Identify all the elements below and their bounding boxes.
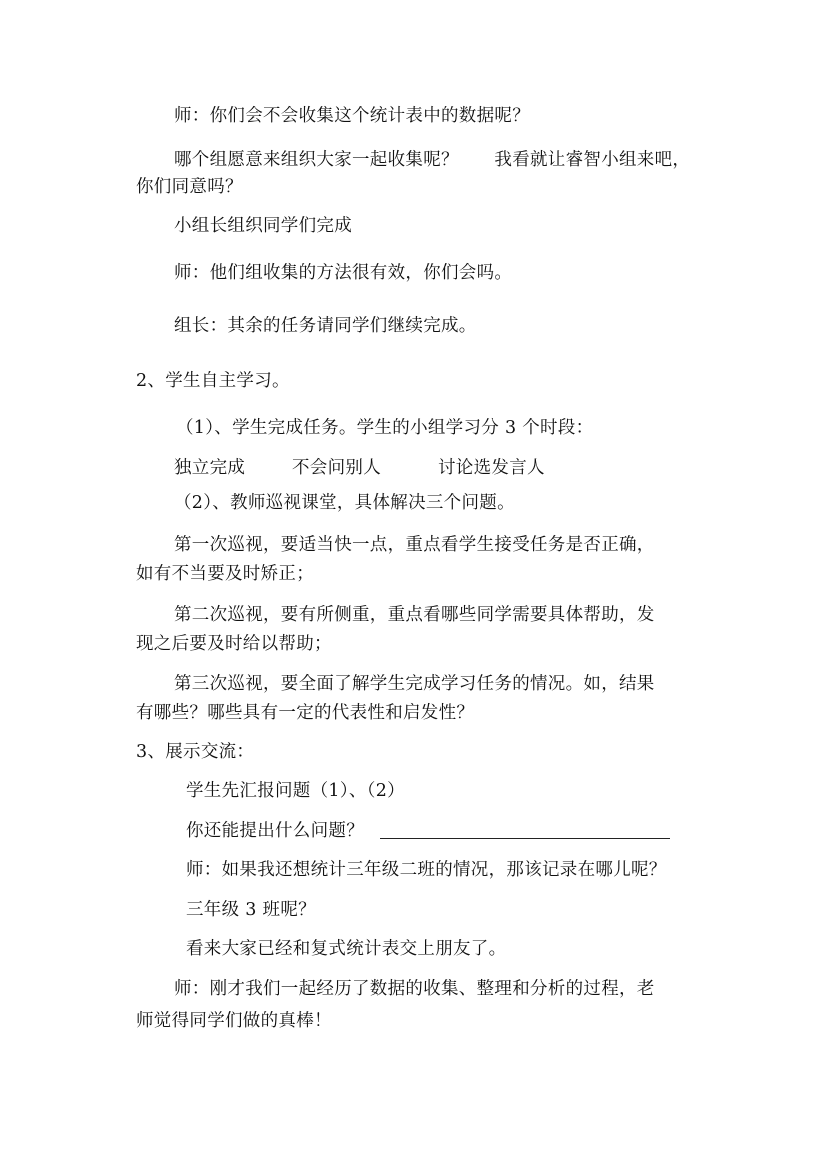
teacher-grade-two-line: 师：如果我还想统计三年级二班的情况，那该记录在哪儿呢？ [186,860,667,880]
teacher-summary-line-cont: 师觉得同学们做的真棒！ [136,1011,332,1031]
teacher-question-line: 师：你们会不会收集这个统计表中的数据呢？ [174,106,530,126]
teacher-summary-line: 师：刚才我们一起经历了数据的收集、整理和分析的过程，老 [174,979,655,999]
second-patrol-line-cont: 现之后要及时给以帮助； [136,634,332,654]
agree-question-line: 你们同意吗？ [136,177,243,197]
group-invite-line: 哪个组愿意来组织大家一起收集呢？ 我看就让睿智小组来吧， [174,150,691,170]
friends-line: 看来大家已经和复式统计表交上朋友了。 [186,939,507,959]
stage-independent: 独立完成 [174,458,246,478]
third-patrol-line-cont: 有哪些？哪些具有一定的代表性和启发性？ [136,703,475,723]
first-patrol-line: 第一次巡视，要适当快一点，重点看学生接受任务是否正确， [174,535,655,555]
stage-ask-others: 不会问别人 [292,458,381,478]
stage-discuss: 讨论选发言人 [438,458,545,478]
answer-blank-line [380,838,670,839]
task-completion-line: （1）、学生完成任务。学生的小组学习分 3 个时段： [176,418,594,438]
group-leader-line: 小组长组织同学们完成 [174,216,352,236]
first-patrol-line-cont: 如有不当要及时矫正； [136,564,314,584]
teacher-patrol-line: （2）、教师巡视课堂，具体解决三个问题。 [174,493,515,513]
student-report-line: 学生先汇报问题（1）、（2） [186,781,405,801]
leader-task-line: 组长：其余的任务请同学们继续完成。 [174,316,477,336]
teacher-method-line: 师：他们组收集的方法很有效，你们会吗。 [174,263,513,283]
grade-three-class-line: 三年级 3 班呢？ [186,900,316,920]
second-patrol-line: 第二次巡视，要有所侧重，重点看哪些同学需要具体帮助，发 [174,605,655,625]
further-question-line: 你还能提出什么问题？ [186,821,364,841]
section-heading-2: 2、学生自主学习。 [136,371,290,391]
third-patrol-line: 第三次巡视，要全面了解学生完成学习任务的情况。如，结果 [174,674,655,694]
section-heading-3: 3、展示交流： [136,742,255,762]
